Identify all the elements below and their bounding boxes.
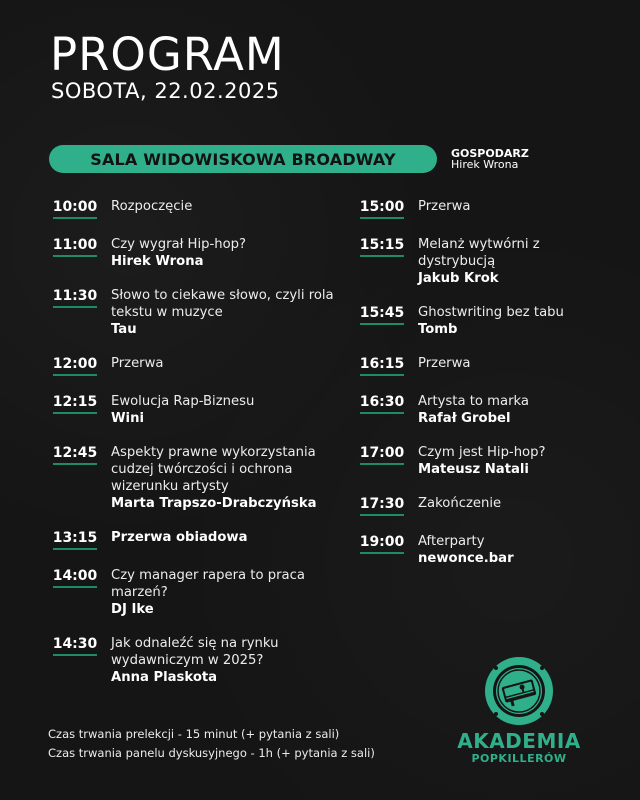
time-label: 11:30 (50, 287, 100, 338)
time-label: 16:15 (357, 355, 407, 376)
time-label: 14:30 (50, 635, 100, 686)
speaker-name: newonce.bar (418, 551, 514, 566)
time-label: 11:00 (50, 236, 100, 270)
talk-title: Słowo to ciekawe słowo, czyli rola tekstu w muzyce (111, 288, 334, 320)
talk-title: Przerwa obiadowa (111, 530, 248, 545)
note-lecture-duration: Czas trwania prelekcji - 15 minut (+ pytania z sali) (48, 727, 340, 741)
book-porthole-icon (483, 655, 555, 727)
time-label: 13:15 (50, 529, 100, 550)
talk-title: Przerwa (111, 356, 164, 371)
speaker-name: Wini (111, 411, 144, 426)
schedule-item (50, 444, 351, 512)
time-label: 19:00 (357, 533, 407, 567)
duration-notes (48, 725, 375, 763)
talk-title: Aspekty prawne wykorzystania cudzej twórczości i ochrona wizerunku artysty (111, 445, 316, 494)
time-label: 12:45 (50, 444, 100, 512)
schedule-item (357, 198, 470, 219)
venue-name: SALA WIDOWISKOWA BROADWAY (90, 149, 396, 169)
logo-title: AKADEMIA (457, 729, 581, 753)
time-label: 15:15 (357, 236, 407, 287)
time-label: 12:15 (50, 393, 100, 427)
schedule-item (50, 393, 254, 427)
schedule-item (50, 355, 163, 376)
schedule-item (50, 236, 246, 270)
host-info (451, 148, 529, 170)
time-label: 12:00 (50, 355, 100, 376)
speaker-name: Tomb (418, 322, 458, 337)
talk-title: Przerwa (418, 199, 471, 214)
host-name: Hirek Wrona (451, 158, 519, 171)
schedule-item (50, 567, 341, 618)
talk-title: Jak odnaleźć się na rynku wydawniczym w 2025? (111, 636, 279, 668)
schedule-item (50, 529, 247, 550)
akademia-logo (444, 655, 594, 765)
note-panel-duration: Czas trwania panelu dyskusyjnego - 1h (+ pytania z sali) (48, 746, 375, 760)
talk-title: Czy wygrał Hip-hop? (111, 237, 247, 252)
speaker-name: Rafał Grobel (418, 411, 511, 426)
speaker-name: Mateusz Natali (418, 462, 529, 477)
talk-title: Czym jest Hip-hop? (418, 445, 546, 460)
venue-badge (49, 145, 437, 173)
page-title: PROGRAM (50, 28, 285, 81)
speaker-name: Jakub Krok (418, 271, 499, 286)
talk-title: Ewolucja Rap-Biznesu (111, 394, 255, 409)
speaker-name: Marta Trapszo-Drabczyńska (111, 496, 317, 511)
talk-title: Artysta to marka (418, 394, 529, 409)
talk-title: Rozpoczęcie (111, 199, 193, 214)
schedule-item (357, 495, 501, 516)
schedule-item (50, 635, 321, 686)
schedule-item (357, 304, 564, 338)
schedule-item (357, 236, 568, 287)
speaker-name: Hirek Wrona (111, 254, 204, 269)
talk-title: Afterparty (418, 534, 485, 549)
time-label: 14:00 (50, 567, 100, 618)
time-label: 15:45 (357, 304, 407, 338)
schedule-item (50, 198, 192, 219)
time-label: 10:00 (50, 198, 100, 219)
logo-subtitle: POPKILLERÓW (471, 752, 567, 765)
time-label: 15:00 (357, 198, 407, 219)
schedule-item (50, 287, 341, 338)
time-label: 17:00 (357, 444, 407, 478)
host-label: GOSPODARZ (451, 147, 529, 160)
schedule-item (357, 393, 529, 427)
talk-title: Zakończenie (418, 496, 502, 511)
talk-title: Melanż wytwórni z dystrybucją (418, 237, 540, 269)
talk-title: Przerwa (418, 356, 471, 371)
speaker-name: DJ Ike (111, 602, 154, 617)
speaker-name: Anna Plaskota (111, 670, 218, 685)
schedule-item (357, 444, 546, 478)
schedule-item (357, 355, 470, 376)
time-label: 17:30 (357, 495, 407, 516)
time-label: 16:30 (357, 393, 407, 427)
talk-title: Czy manager rapera to praca marzeń? (111, 568, 305, 600)
event-date: SOBOTA, 22.02.2025 (51, 79, 280, 103)
schedule-item (357, 533, 514, 567)
speaker-name: Tau (111, 322, 137, 337)
talk-title: Ghostwriting bez tabu (418, 305, 564, 320)
